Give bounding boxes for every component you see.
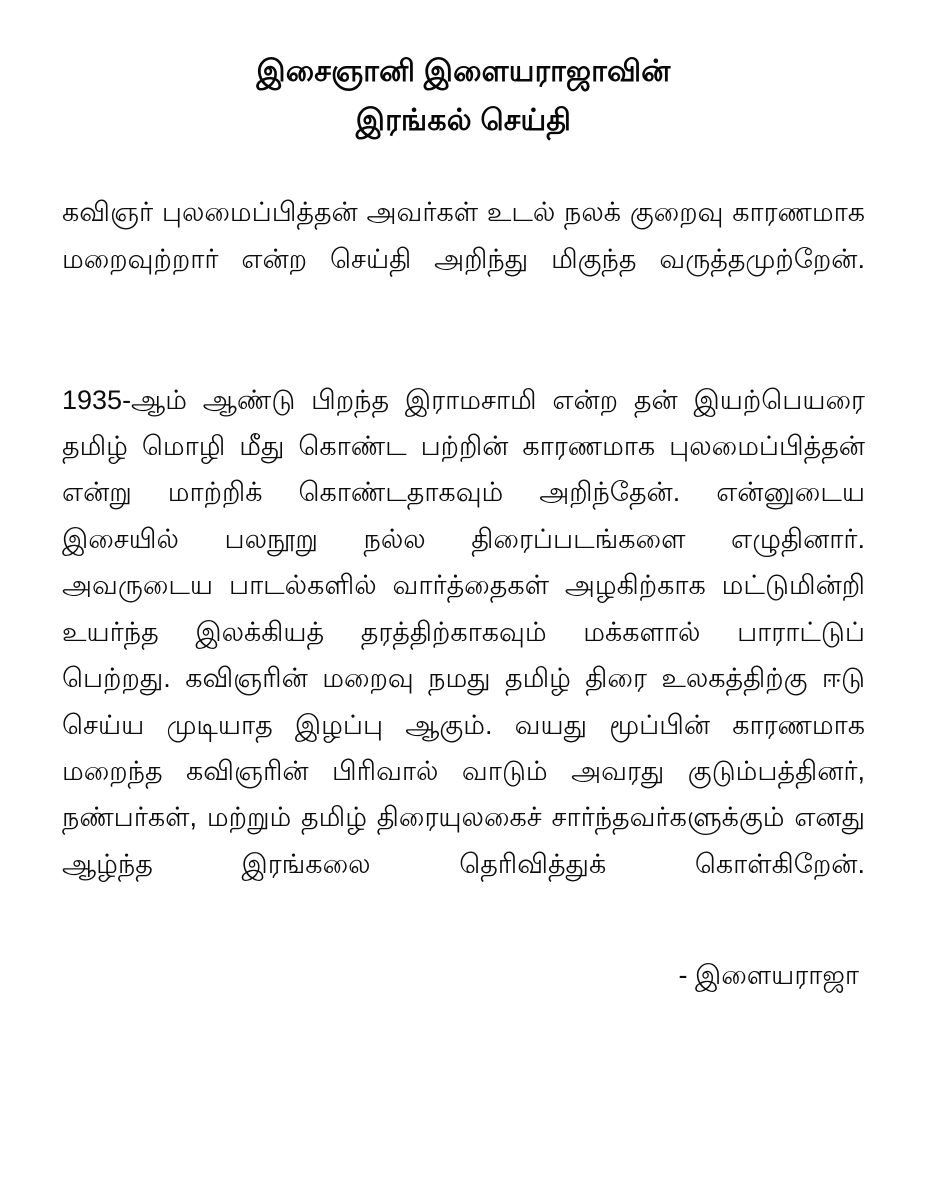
- document-title: [62, 48, 865, 145]
- paragraph-spacer: [62, 355, 865, 377]
- paragraph-1: கவிஞர் புலமைப்பித்தன் அவர்கள் உடல் நலக் குறைவு காரணமாக மறைவுற்றார் என்ற செய்தி அறிந்து மிகுந்த வருத்தமுற்றேன்.: [62, 197, 865, 274]
- title-line-2: இரங்கல் செய்தி: [355, 103, 572, 137]
- paragraph-2: 1935-ஆம் ஆண்டு பிறந்த இராமசாமி என்ற தன் இயற்பெயரை தமிழ் மொழி மீது கொண்ட பற்றின் காரணமாக புலமைப்பித்தன் என்று மாற்றிக் கொண்டதாகவும் அறிந்தேன். என்னுடைய இசையில் பலநூறு நல்ல திரைப்படங்களை எழுதினார். அவருடைய பாடல்களில் வார்த்தைகள் அழகிற்காக மட்டுமின்றி உயர்ந்த இலக்கியத் தரத்திற்காகவும் மக்களால் பாராட்டுப் பெற்றது. கவிஞரின் மறைவு நமது தமிழ் திரை உலகத்திற்கு ஈடு செய்ய முடியாத இழப்பு ஆகும். வயது மூப்பின் காரணமாக மறைந்த கவிஞரின் பிரிவால் வாடும் அவரது குடும்பத்தினர், நண்பர்கள், மற்றும் தமிழ் திரையுலகைச் சார்ந்தவர்களுக்கும் எனது ஆழ்ந்த இரங்கலை தெரிவித்துக் கொள்கிறேன்.: [62, 384, 865, 879]
- document-body: [62, 189, 865, 934]
- signature: - இளையராஜா: [678, 959, 859, 990]
- title-line-1: இசைஞானி இளையராஜாவின்: [256, 55, 671, 88]
